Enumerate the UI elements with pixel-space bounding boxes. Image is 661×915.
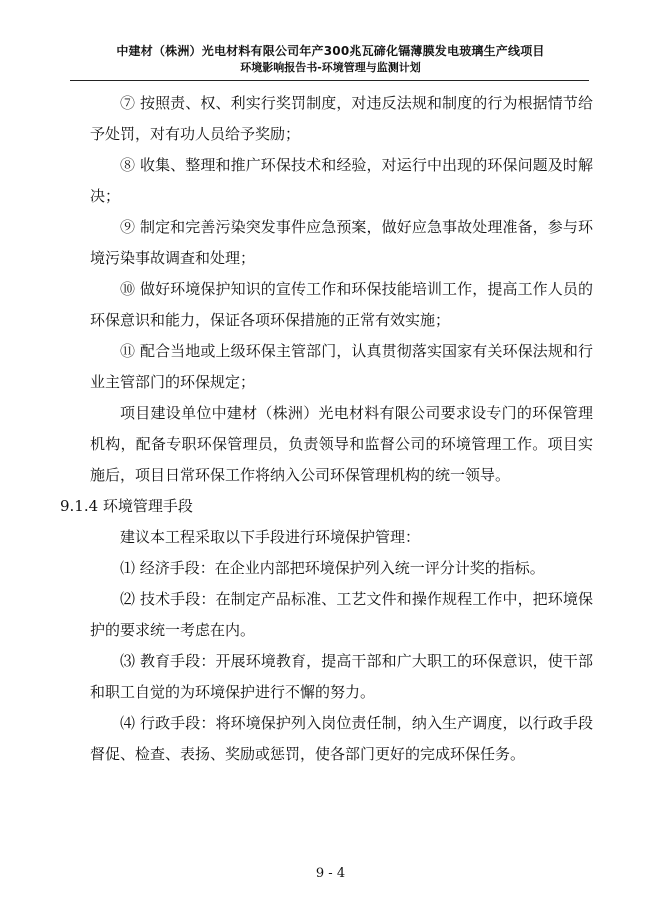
list-item: ⑩ 做好环境保护知识的宣传工作和环保技能培训工作，提高工作人员的环保意识和能力，保证各项环保措施的正常有效实施； (90, 280, 593, 329)
header-project-title: 中建材（株洲）光电材料有限公司年产300兆瓦碲化镉薄膜发电玻璃生产线项目 (116, 44, 545, 58)
body-paragraph: 项目建设单位中建材（株洲）光电材料有限公司要求设专门的环保管理机构，配备专职环保管理员，负责领导和监督公司的环境管理工作。项目实施后，项目日常环保工作将纳入公司环保管理机构的统一领导。 (90, 404, 593, 484)
list-item: ⑷ 行政手段：将环境保护列入岗位责任制，纳入生产调度，以行政手段督促、检查、表扬、奖励或惩罚，使各部门更好的完成环保任务。 (90, 714, 593, 763)
list-item: ⑶ 教育手段：开展环境教育，提高干部和广大职工的环保意识，使干部和职工自觉的为环境保护进行不懈的努力。 (90, 652, 593, 701)
list-item: ⑦ 按照责、权、利实行奖罚制度，对违反法规和制度的行为根据情节给予处罚，对有功人员给予奖励； (90, 94, 593, 143)
header-divider (70, 80, 589, 81)
list-item: ⑨ 制定和完善污染突发事件应急预案，做好应急事故处理准备，参与环境污染事故调查和处理； (90, 218, 593, 267)
section-heading: 9.1.4 环境管理手段 (60, 497, 193, 515)
page-header (0, 42, 661, 76)
header-chapter-title: 环境影响报告书-环境管理与监测计划 (240, 61, 421, 74)
list-item: ⑪ 配合当地或上级环保主管部门，认真贯彻落实国家有关环保法规和行业主管部门的环保规定； (90, 342, 593, 391)
document-body (60, 88, 593, 770)
page-number: 9 - 4 (315, 866, 346, 881)
list-item: ⑴ 经济手段：在企业内部把环境保护列入统一评分计奖的指标。 (120, 559, 545, 577)
section-intro: 建议本工程采取以下手段进行环境保护管理： (120, 528, 421, 546)
list-item: ⑵ 技术手段：在制定产品标准、工艺文件和操作规程工作中，把环境保护的要求统一考虑在内。 (90, 590, 593, 639)
list-item: ⑧ 收集、整理和推广环保技术和经验，对运行中出现的环保问题及时解决； (90, 156, 593, 205)
